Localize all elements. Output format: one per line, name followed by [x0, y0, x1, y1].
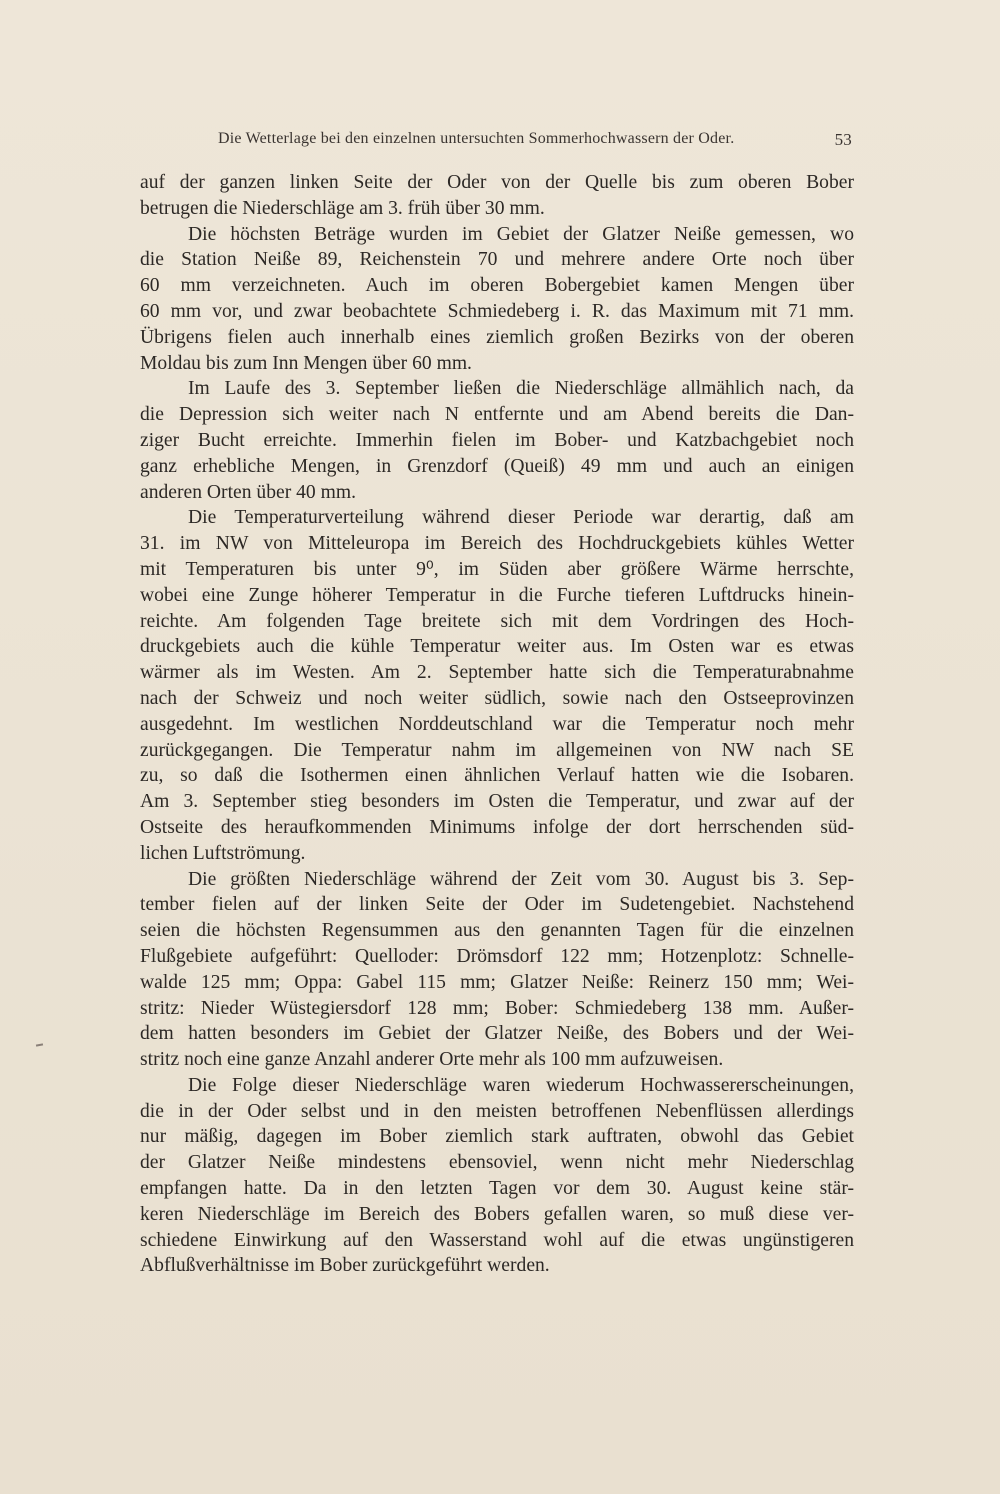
text-line: Abflußverhältnisse im Bober zurückgeführt werden. [140, 1255, 550, 1277]
text-line: ziger Bucht erreichte. Immerhin fielen im Bober- und Katzbachgebiet noch [140, 429, 854, 451]
text-line: nach der Schweiz und noch weiter südlich, sowie nach den Ostseeprovinzen [140, 687, 854, 709]
text-line: Ostseite des heraufkommenden Minimums infolge der dort herrschenden süd- [140, 816, 854, 838]
text-line: ausgedehnt. Im westlichen Norddeutschland war die Temperatur noch mehr [140, 713, 854, 735]
text-line: dem hatten besonders im Gebiet der Glatzer Neiße, des Bobers und der Wei- [140, 1023, 854, 1045]
text-line: 60 mm verzeichneten. Auch im oberen Bobergebiet kamen Mengen über [140, 275, 854, 297]
text-line: wobei eine Zunge höherer Temperatur in die Furche tieferen Luftdrucks hinein- [140, 584, 854, 606]
text-line: Im Laufe des 3. September ließen die Niederschläge allmählich nach, da [188, 378, 854, 400]
page-number: 53 [834, 130, 852, 149]
text-line: Am 3. September stieg besonders im Osten die Temperatur, und zwar auf der [140, 791, 854, 813]
text-line: auf der ganzen linken Seite der Oder von der Quelle bis zum oberen Bober [140, 172, 854, 193]
text-line: schiedene Einwirkung auf den Wasserstand wohl auf die etwas ungünstigeren [140, 1229, 854, 1251]
text-line: keren Niederschläge im Bereich des Bobers gefallen waren, so muß diese ver- [140, 1203, 854, 1225]
text-line: nur mäßig, dagegen im Bober ziemlich stark auftraten, obwohl das Gebiet [140, 1126, 854, 1148]
text-line: Flußgebiete aufgeführt: Quelloder: Drömsdorf 122 mm; Hotzenplotz: Schnelle- [140, 945, 854, 967]
text-line: wärmer als im Westen. Am 2. September hatte sich die Temperaturabnahme [140, 662, 854, 684]
running-head [140, 130, 852, 152]
margin-pencil-mark [36, 1043, 43, 1046]
body-text [140, 170, 854, 1279]
text-line: ganz erhebliche Mengen, in Grenzdorf (Queiß) 49 mm und auch an einigen [140, 455, 854, 477]
text-line: zurückgegangen. Die Temperatur nahm im allgemeinen von NW nach SE [140, 739, 854, 761]
text-line: die Station Neiße 89, Reichenstein 70 und mehrere andere Orte noch über [140, 249, 854, 271]
running-head-title: Die Wetterlage bei den einzelnen untersuchten Sommerhochwassern der Oder. [218, 130, 735, 147]
text-line: Übrigens fielen auch innerhalb eines ziemlich großen Bezirks von der oberen [140, 326, 854, 348]
text-line: empfangen hatte. Da in den letzten Tagen vor dem 30. August keine stär- [140, 1178, 854, 1200]
text-line: seien die höchsten Regensummen aus den genannten Tagen für die einzelnen [140, 920, 854, 942]
text-line: tember fielen auf der linken Seite der Oder im Sudetengebiet. Nachstehend [140, 894, 854, 916]
text-line: betrugen die Niederschläge am 3. früh über 30 mm. [140, 197, 545, 219]
text-line: anderen Orten über 40 mm. [140, 481, 357, 503]
text-line: Die höchsten Beträge wurden im Gebiet der Glatzer Neiße gemessen, wo [188, 223, 854, 245]
text-line: Die Temperaturverteilung während dieser Periode war derartig, daß am [188, 507, 854, 529]
text-line: mit Temperaturen bis unter 9⁰, im Süden aber größere Wärme herrschte, [140, 558, 854, 580]
text-line: die in der Oder selbst und in den meisten betroffenen Nebenflüssen allerdings [140, 1100, 854, 1122]
text-line: zu, so daß die Isothermen einen ähnlichen Verlauf hatten wie die Isobaren. [140, 765, 854, 787]
text-line: stritz: Nieder Wüstegiersdorf 128 mm; Bober: Schmiedeberg 138 mm. Außer- [140, 997, 854, 1019]
text-line: lichen Luftströmung. [140, 842, 306, 864]
text-line: 31. im NW von Mitteleuropa im Bereich des Hochdruckgebiets kühles Wetter [140, 533, 854, 555]
text-line: die Depression sich weiter nach N entfernte und am Abend bereits die Dan- [140, 404, 854, 426]
text-line: stritz noch eine ganze Anzahl anderer Orte mehr als 100 mm aufzuweisen. [140, 1049, 724, 1071]
text-line: Die größten Niederschläge während der Zeit vom 30. August bis 3. Sep- [188, 868, 854, 890]
text-line: der Glatzer Neiße mindestens ebensoviel, wenn nicht mehr Niederschlag [140, 1152, 854, 1174]
text-line: walde 125 mm; Oppa: Gabel 115 mm; Glatzer Neiße: Reinerz 150 mm; Wei- [140, 971, 854, 993]
text-line: Moldau bis zum Inn Mengen über 60 mm. [140, 352, 472, 374]
text-line: reichte. Am folgenden Tage breitete sich mit dem Vordringen des Hoch- [140, 610, 854, 632]
text-line: Die Folge dieser Niederschläge waren wiederum Hochwassererscheinungen, [188, 1074, 854, 1096]
text-line: 60 mm vor, und zwar beobachtete Schmiedeberg i. R. das Maximum mit 71 mm. [140, 300, 854, 322]
text-line: druckgebiets auch die kühle Temperatur weiter aus. Im Osten war es etwas [140, 636, 854, 658]
